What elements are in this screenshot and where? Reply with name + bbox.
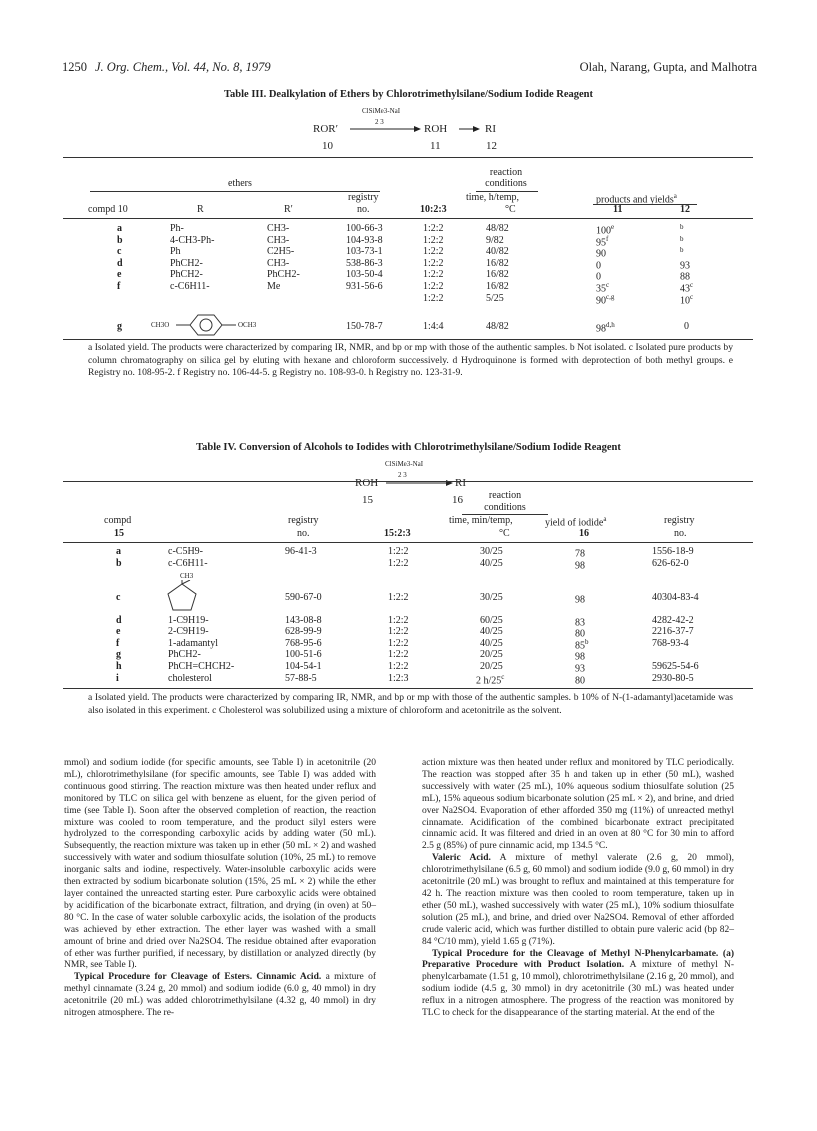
t4-row-yield <box>575 662 585 674</box>
t4-h-ratio: 15:2:3 <box>384 528 411 539</box>
t4-row-time <box>476 674 504 686</box>
t4-row-yield <box>575 559 585 571</box>
t4-row-registry2: 4282-42-2 <box>652 615 694 626</box>
t3-h-registry: registry <box>348 192 379 203</box>
t4-c-ch3: CH3 <box>180 572 194 580</box>
t4-row-compd: a <box>116 546 121 557</box>
t4-row-yield-value: 93 <box>575 663 585 675</box>
t3-row-yield12 <box>680 247 684 259</box>
t3-row-time: 16/82 <box>486 281 509 292</box>
table4-reaction-scheme <box>0 455 817 505</box>
t3-row-yield12-value: 43 <box>680 283 690 295</box>
t3-roh: ROH <box>424 123 448 135</box>
t4-h-reaction: reaction <box>488 490 522 501</box>
t3-h-r: R <box>197 204 204 215</box>
t4-row-registry2: 626-62-0 <box>652 558 689 569</box>
t3-num10: 10 <box>322 140 333 152</box>
t4-row-ratio: 1:2:2 <box>388 661 409 672</box>
t3-row-r: Ph- <box>170 223 184 234</box>
t4-h-conditions: conditions <box>484 502 526 513</box>
t3-row-compd: e <box>117 269 122 281</box>
t4-row-time: 40/25 <box>480 558 503 569</box>
t4-h-registry2: registry <box>664 515 695 526</box>
t3-row-yield11-value: 90 <box>596 294 606 306</box>
t3-row-yield11-value: 0 <box>596 260 601 272</box>
t4-num15: 15 <box>362 494 373 506</box>
t3-ror: ROR′ <box>313 123 339 135</box>
t3-g-ch3o: CH3O <box>151 321 170 329</box>
t3-row-registry: 538-86-3 <box>346 257 383 269</box>
t3-g-time: 48/82 <box>486 321 509 332</box>
t3-row-compd: d <box>117 257 123 269</box>
t4-row-compd: g <box>116 649 121 660</box>
t4-row-registry: 143-08-8 <box>285 615 322 626</box>
t3-row-yield11 <box>596 247 606 259</box>
t3-g-y11-mark: d,h <box>606 321 615 329</box>
t4-row-yield-value: 98 <box>575 560 585 572</box>
t3-g-compd: g <box>117 321 122 332</box>
t4-row-time-value: 2 h/25 <box>476 675 502 687</box>
t3-g-y11-value: 98 <box>596 323 606 335</box>
t3-row-rprime: C2H5- <box>267 246 295 258</box>
t4-row-registry: 96-41-3 <box>285 546 317 557</box>
t3-row-yield11-mark: c <box>606 281 610 289</box>
t4-row-yield-value: 85 <box>575 640 585 652</box>
t3-row-time: 40/82 <box>486 246 509 258</box>
t3-num11: 11 <box>430 140 441 152</box>
t4-h-16: 16 <box>579 528 589 539</box>
t3-row-yield12-value: 88 <box>680 271 690 283</box>
t4-row-yield-value: 80 <box>575 675 585 687</box>
t4-header-rule <box>63 542 753 543</box>
heading-carbamate: Typical Procedure for the Cleavage of Methyl N-Phenylcarbamate. (a) Preparative Procedure with Product Isolation. <box>422 948 734 971</box>
t4-row-ratio: 1:2:2 <box>388 592 409 603</box>
t4-reagent: ClSiMe3-NaI <box>385 460 424 468</box>
t3-row-yield11-mark: c,g <box>606 292 615 301</box>
t4-row-ratio: 1:2:2 <box>388 615 409 626</box>
t3-row-r: c-C6H11- <box>170 281 210 292</box>
t4-arrow-icon <box>386 478 454 488</box>
t4-row-yield-value: 78 <box>575 548 585 560</box>
t3-row-yield12 <box>680 259 690 271</box>
t3-row-yield12 <box>680 294 693 306</box>
t4-row-compd: f <box>116 638 120 649</box>
t4-row-r: c-C6H11- <box>168 558 208 569</box>
t3-h-ethers: ethers <box>228 178 252 189</box>
t3-row-rprime: CH3- <box>267 257 290 269</box>
t4-row-time: 40/25 <box>480 626 503 637</box>
t3-g-reg: 150-78-7 <box>346 321 383 332</box>
t4-row-compd: i <box>116 673 119 684</box>
t3-row-yield12-mark: c <box>690 292 694 301</box>
benzene-ring-icon <box>176 312 238 338</box>
journal-citation: J. Org. Chem., Vol. 44, No. 8, 1979 <box>95 60 271 74</box>
t3-h-12: 12 <box>680 204 690 215</box>
t3-row-r: PhCH2- <box>170 269 203 281</box>
right-paragraph-1: action mixture was then heated under reflux and monitored by TLC periodically. The reaction was stopped after 35 h and taken up in ether (50 mL), washed successively with water (25 mL), 10% aqueous sodium thiosulfate solution (25 mL), 15% aqueous sodium bicarbonate solution (25 mL × 2), and brine, and dried over Na2SO4. Evaporation of ether afforded 350 mg (11%) of unreacted methyl cinnamate. Acidification of the combined bicarbonate extract precipitated cinnamic acid. It was filtered and dried in an oven at 80 °C for 30 min to afford 2.5 g (85%) of pure cinnamic acid, mp 134.5 °C. <box>422 758 734 852</box>
t4-row-compd: d <box>116 615 122 626</box>
t3-reagent: ClSiMe3-NaI <box>362 107 401 115</box>
t3-row-yield12 <box>680 270 690 282</box>
t4-row-registry2: 768-93-4 <box>652 638 689 649</box>
t4-row-ratio: 1:2:2 <box>388 638 409 649</box>
t3-top-rule <box>63 157 753 158</box>
left-paragraph-2-text: a mixture of methyl cinnamate (3.24 g, 20 mmol) and sodium iodide (6.0 g, 40 mmol) in dry acetonitrile (20 mL) was added chlorotrimethylsilane (4.32 g, 40 mmol) in dry nitrogen atmosphere. The re- <box>64 972 376 1019</box>
right-paragraph-3-text: A mixture of methyl N-phenylcarbamate (1.51 g, 10 mmol), chlorotrimethylsilane (2.16 g, 20 mmol), and sodium iodide (4.5 g, 30 mmol) in dry acetonitrile (30 mL) was heated under reflux in a nitrogen atmosphere. The progress of the reaction was monitored by TLC to check for the disappearance of the starting material. At the end of the <box>422 960 734 1019</box>
t4-bottom-rule <box>63 688 753 689</box>
t3-row-compd: b <box>117 234 123 246</box>
t4-h-yield <box>545 516 606 528</box>
right-paragraph-3 <box>422 949 734 1020</box>
methylcyclopentane-structure-icon <box>166 580 202 614</box>
t3-row-r: Ph <box>170 246 181 258</box>
t3-h-compd: compd 10 <box>88 204 128 215</box>
t4-row-time: 60/25 <box>480 615 503 626</box>
t3-row-yield11 <box>596 294 614 306</box>
t3-row-time: 5/25 <box>486 292 504 304</box>
t4-row-registry: 628-99-9 <box>285 626 322 637</box>
heading-cinnamic: Typical Procedure for Cleavage of Esters. Cinnamic Acid. <box>74 972 322 983</box>
t3-num12: 12 <box>486 140 497 152</box>
table3-reaction-scheme <box>0 102 817 152</box>
t3-row-yield11-value: 95 <box>596 236 606 248</box>
t4-h-15: 15 <box>114 528 124 539</box>
body-left-column <box>64 758 376 1020</box>
t4-h-degc: °C <box>499 528 510 539</box>
t3-row-r: 4-CH3-Ph- <box>170 234 215 246</box>
t4-row-yield-value: 98 <box>575 594 585 606</box>
t3-row-time: 16/82 <box>486 269 509 281</box>
t4-row-time: 30/25 <box>480 592 503 603</box>
t3-row-ratio: 1:2:2 <box>423 246 444 258</box>
table3-footnote: a Isolated yield. The products were characterized by comparing IR, NMR, and bp or mp with those of the authentic samples. b Not isolated. c Isolated pure products by column chromatography on silica gel by eluting with hexane and chloroform successively. d Hydroquinone is formed with deprotection of both methyl groups. e Registry no. 108-95-2. f Registry no. 106-44-5. g Registry no. 108-93-0. h Registry no. 123-31-9. <box>88 342 733 379</box>
t3-row-registry: 931-56-6 <box>346 281 383 292</box>
heading-valeric: Valeric Acid. <box>432 853 491 864</box>
t3-row-registry: 100-66-3 <box>346 223 383 234</box>
t3-h-reaction: reaction <box>489 167 523 178</box>
table4-footnote: a Isolated yield. The products were characterized by comparing IR, NMR, and bp or mp with those of the authentic samples. b 10% of N-(1-adamantyl)acetamide was also isolated in this experiment. c Cholesterol was solubilized using a mixture of chloroform and acetonitrile as the solvent. <box>88 692 733 716</box>
t3-row-time: 48/82 <box>486 223 509 234</box>
page-number: 1250 <box>62 60 87 74</box>
t3-row-ratio: 1:2:2 <box>423 269 444 281</box>
t4-row-ratio: 1:2:2 <box>388 546 409 557</box>
t3-row-ratio: 1:2:2 <box>423 281 444 292</box>
t4-row-time: 20/25 <box>480 661 503 672</box>
t3-h-conditions: conditions <box>485 178 527 189</box>
t3-row-yield11-mark: e <box>611 223 615 231</box>
t4-row-r: 1-adamantyl <box>168 638 218 649</box>
right-paragraph-2 <box>422 853 734 948</box>
t3-row-rprime: CH3- <box>267 234 290 246</box>
author-list: Olah, Narang, Gupta, and Malhotra <box>579 60 757 74</box>
t3-row-yield12-value: 93 <box>680 260 690 272</box>
t3-row-rprime: PhCH2- <box>267 269 300 281</box>
t4-row-yield-value: 80 <box>575 628 585 640</box>
t3-h-no: no. <box>357 204 370 215</box>
t4-row-registry2: 40304-83-4 <box>652 592 699 603</box>
t3-ethers-rule <box>90 191 380 192</box>
t3-row-rprime: Me <box>267 281 281 292</box>
t3-h-ratio: 10:2:3 <box>420 204 447 215</box>
t4-h-compd: compd <box>104 515 132 526</box>
t3-row-yield11-value: 90 <box>596 248 606 260</box>
t3-h-rprime: R′ <box>284 204 293 215</box>
t4-row-yield-value: 83 <box>575 617 585 629</box>
t4-row-registry: 590-67-0 <box>285 592 322 603</box>
t4-h-no2: no. <box>674 528 687 539</box>
t3-row-yield11 <box>596 270 601 282</box>
t3-row-yield11-value: 100 <box>596 225 611 237</box>
t3-g-och3: OCH3 <box>238 321 257 329</box>
left-paragraph-1: mmol) and sodium iodide (for specific amounts, see Table I) in acetonitrile (20 mL), chlorotrimethylsilane (for specific amounts, see Table I) was added with continuous good stirring. The reaction mixture was then heated under reflux and monitored by TLC on silica gel with benzene as eluent, for the given period of time (see Table I). Soon after the observed completion of reaction, the reaction mixture was cooled to room temperature, and the product silyl esters were hydrolyzed to the corresponding carboxylic acids by adding water (50 mL). Subsequently, the reaction mixture was taken up in ether (50 mL × 2) and washed successively with water and sodium thiosulfate solution (10%, 25 mL) to remove inorganic salts and iodine, respectively. Water-insoluble carboxylic acids were then extracted by sodium bicarbonate solution (15%, 25 mL × 2) while the ether layer contained the unreacted starting ester. Pure carboxylic acids were obtained by acidification of the bicarbonate extract, filtration, and drying (in oven) at 50–80 °C. In the case of water soluble carboxylic acids, the isolation of the products was achieved by ether extraction. The ether layer was washed with a small amount of brine and dried over Na2SO4. The residue obtained after evaporation of ether was further purified, if necessary, by distillation or analyzed directly (by NMR, see Table I). <box>64 758 376 971</box>
t3-row-ratio: 1:2:2 <box>423 292 444 304</box>
t3-row-yield12-value: 10 <box>680 294 690 306</box>
t3-ri: RI <box>485 123 496 135</box>
t4-row-compd: c <box>116 592 121 603</box>
t3-reagent-nums: 2 3 <box>375 118 384 126</box>
t3-row-yield12-mark: b <box>680 234 684 243</box>
t4-row-ratio: 1:2:3 <box>388 673 409 684</box>
t3-h-11: 11 <box>613 204 623 215</box>
t4-row-time-mark: c <box>501 673 505 681</box>
t4-row-registry2: 1556-18-9 <box>652 546 694 557</box>
t4-row-r: cholesterol <box>168 673 212 684</box>
t3-row-yield11-mark: f <box>606 234 609 243</box>
t4-row-compd: h <box>116 661 122 672</box>
t4-row-yield <box>575 627 585 639</box>
t4-top-rule <box>63 481 753 482</box>
t4-reagent-nums: 2 3 <box>398 471 407 479</box>
t4-row-ratio: 1:2:2 <box>388 626 409 637</box>
t4-row-compd: e <box>116 626 121 637</box>
t4-row-registry: 104-54-1 <box>285 661 322 672</box>
t4-row-yield <box>575 674 585 686</box>
t4-h-yield-mark: a <box>603 515 607 523</box>
t4-h-no: no. <box>297 528 310 539</box>
left-paragraph-2 <box>64 972 376 1020</box>
t3-g-y11 <box>596 322 615 334</box>
t3-arrow2-icon <box>459 124 481 134</box>
t3-bottom-rule <box>63 339 753 340</box>
t4-row-yield <box>575 547 585 559</box>
t3-row-yield11 <box>596 236 608 248</box>
t4-row-ratio: 1:2:2 <box>388 649 409 660</box>
t3-header-rule <box>63 218 753 219</box>
t4-row-time: 40/25 <box>480 638 503 649</box>
t3-arrow-icon <box>350 124 422 134</box>
t4-h-time: time, min/temp, <box>449 515 513 526</box>
t4-row-time: 30/25 <box>480 546 503 557</box>
t3-row-r: PhCH2- <box>170 257 203 269</box>
t3-row-time: 9/82 <box>486 234 504 246</box>
t3-h-time: time, h/temp, <box>466 192 520 203</box>
t3-row-yield11-value: 35 <box>596 283 606 295</box>
t4-ri: RI <box>455 477 466 489</box>
t4-row-yield <box>575 650 585 662</box>
t4-h-yield-text: yield of iodide <box>545 517 604 529</box>
t3-h-products-text: products and yields <box>596 194 674 206</box>
t4-row-r: 2-C9H19- <box>168 626 209 637</box>
t4-row-r: PhCH=CHCH2- <box>168 661 235 672</box>
table4-title: Table IV. Conversion of Alcohols to Iodides with Chlorotrimethylsilane/Sodium Iodide Reagent <box>196 442 621 453</box>
t3-g-ratio: 1:4:4 <box>423 321 444 332</box>
t4-row-r: 1-C9H19- <box>168 615 209 626</box>
t3-row-yield12-mark: b <box>680 246 684 255</box>
t3-row-rprime: CH3- <box>267 223 290 234</box>
t3-h-degc: °C <box>505 204 516 215</box>
t4-row-registry2: 59625-54-6 <box>652 661 699 672</box>
t3-row-registry: 103-73-1 <box>346 246 383 258</box>
t3-row-compd: a <box>117 223 122 234</box>
t3-row-compd: f <box>117 281 121 292</box>
t4-row-yield-mark: b <box>585 638 589 646</box>
t3-row-ratio: 1:2:2 <box>423 257 444 269</box>
table3-title: Table III. Dealkylation of Ethers by Chlorotrimethylsilane/Sodium Iodide Reagent <box>224 89 593 100</box>
t4-row-ratio: 1:2:2 <box>388 558 409 569</box>
t3-g-y12: 0 <box>684 321 689 332</box>
t3-row-ratio: 1:2:2 <box>423 234 444 246</box>
t3-row-compd: c <box>117 246 122 258</box>
t4-row-registry: 100-51-6 <box>285 649 322 660</box>
t3-row-yield12-mark: b <box>680 223 684 231</box>
t3-row-time: 16/82 <box>486 257 509 269</box>
right-paragraph-2-text: A mixture of methyl valerate (2.6 g, 20 mmol), chlorotrimethylsilane (6.5 g, 60 mmol) and sodium iodide (9.0 g, 60 mmol) in dry acetonitrile (20 mL) was brought to reflux and maintained at this temperature for 42 h. The reaction mixture was then cooled to room temperature, taken up in ether (50 mL), washed successively with water (25 mL), 10% sodium thiosulfate solution (25 mL), and brine, and dried over Na2SO4. Removal of ether afforded crude valeric acid, which was further distilled to obtain pure valeric acid (bp 82–84 °C/10 mm), yield 1.65 g (71%). <box>422 853 734 947</box>
t4-h-registry: registry <box>288 515 319 526</box>
body-right-column <box>422 758 734 1020</box>
t3-row-registry: 103-50-4 <box>346 269 383 281</box>
t4-row-registry: 57-88-5 <box>285 673 317 684</box>
t4-roh: ROH <box>355 477 379 489</box>
t4-row-r: c-C5H9- <box>168 546 203 557</box>
t4-row-registry2: 2216-37-7 <box>652 626 694 637</box>
t4-row-registry2: 2930-80-5 <box>652 673 694 684</box>
t4-num16: 16 <box>452 494 463 506</box>
t3-row-ratio: 1:2:2 <box>423 223 444 234</box>
t4-row-compd: b <box>116 558 122 569</box>
t3-row-yield11 <box>596 259 601 271</box>
t3-h-products-mark: a <box>673 192 677 200</box>
t4-row-yield <box>575 593 585 605</box>
t4-row-registry: 768-95-6 <box>285 638 322 649</box>
t3-row-registry: 104-93-8 <box>346 234 383 246</box>
t3-row-yield11-value: 0 <box>596 271 601 283</box>
t3-row-yield12-mark: c <box>690 281 694 289</box>
t4-row-time: 20/25 <box>480 649 503 660</box>
t4-row-r: PhCH2- <box>168 649 201 660</box>
t4-row-yield-value: 98 <box>575 651 585 663</box>
